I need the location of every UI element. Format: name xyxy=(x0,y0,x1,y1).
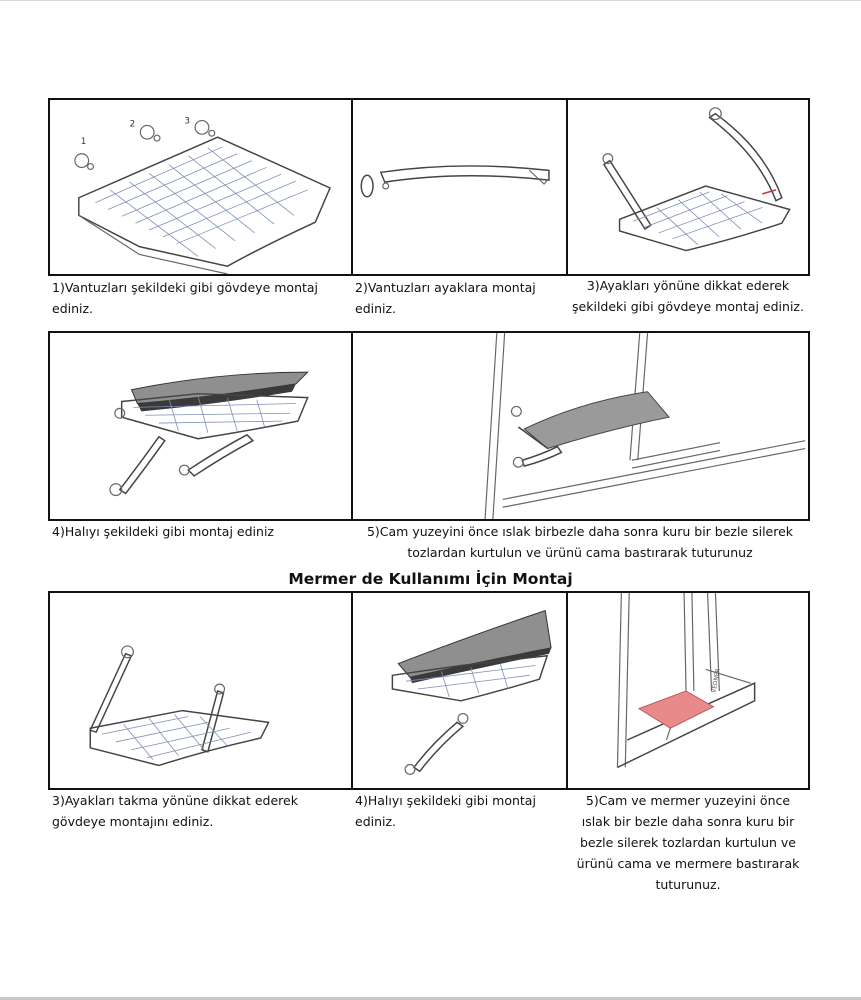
caption-step-3: 3)Ayakları yönüne dikkat ederek şekildeki gibi gövdeye montaj ediniz. xyxy=(572,278,804,314)
figure-label-2: 2 xyxy=(129,119,136,130)
caption-step-2: 2)Vantuzları ayaklara montaj ediniz. xyxy=(355,280,536,316)
figure-label-3: 3 xyxy=(184,116,190,127)
tray-with-suction-cups-illustration xyxy=(50,100,351,274)
figure-step-4 xyxy=(48,331,353,521)
figure-step-2 xyxy=(351,98,569,276)
mat-on-tray-marble-illustration xyxy=(353,593,567,788)
figure-step-3 xyxy=(566,98,810,276)
mat-on-tray-illustration xyxy=(50,333,351,519)
caption-step-8: 5)Cam ve mermer yuzeyini önce ıslak bir bezle daha sonra kuru bir bezle silerek tozlardan kurtulun ve ürünü cama ve mermere bastırarak tuturunuz. xyxy=(576,793,800,892)
figure-step-5 xyxy=(351,331,810,521)
caption-step-1: 1)Vantuzları şekildeki gibi gövdeye montaj ediniz. xyxy=(52,280,319,316)
product-on-window-illustration xyxy=(353,333,808,519)
caption-step-5: 5)Cam yuzeyini önce ıslak birbezle daha sonra kuru bir bezle silerek tozlardan kurtulun ve ürünü cama bastırarak tuturunuz xyxy=(366,524,794,560)
figure-label-1: 1 xyxy=(80,136,87,147)
legs-attach-to-tray-illustration xyxy=(568,100,808,274)
section-title-marble: Mermer de Kullanımı İçin Montaj xyxy=(288,570,573,588)
legs-on-tray-reversed-illustration xyxy=(50,593,351,788)
figure-step-8 xyxy=(566,591,810,790)
figure-step-7 xyxy=(351,591,569,790)
leg-with-suction-cup-illustration xyxy=(353,100,567,274)
caption-step-6: 3)Ayakları takma yönüne dikkat ederek gövdeye montajını ediniz. xyxy=(52,793,298,829)
figure-label-brand: VEDNER xyxy=(711,668,722,694)
caption-step-4: 4)Halıyı şekildeki gibi montaj ediniz xyxy=(52,524,274,539)
caption-step-7: 4)Halıyı şekildeki gibi montaj ediniz. xyxy=(355,793,536,829)
product-on-window-and-marble-illustration xyxy=(568,593,808,788)
figure-step-6 xyxy=(48,591,353,790)
figure-step-1 xyxy=(48,98,353,276)
page-top-edge xyxy=(0,0,861,1)
